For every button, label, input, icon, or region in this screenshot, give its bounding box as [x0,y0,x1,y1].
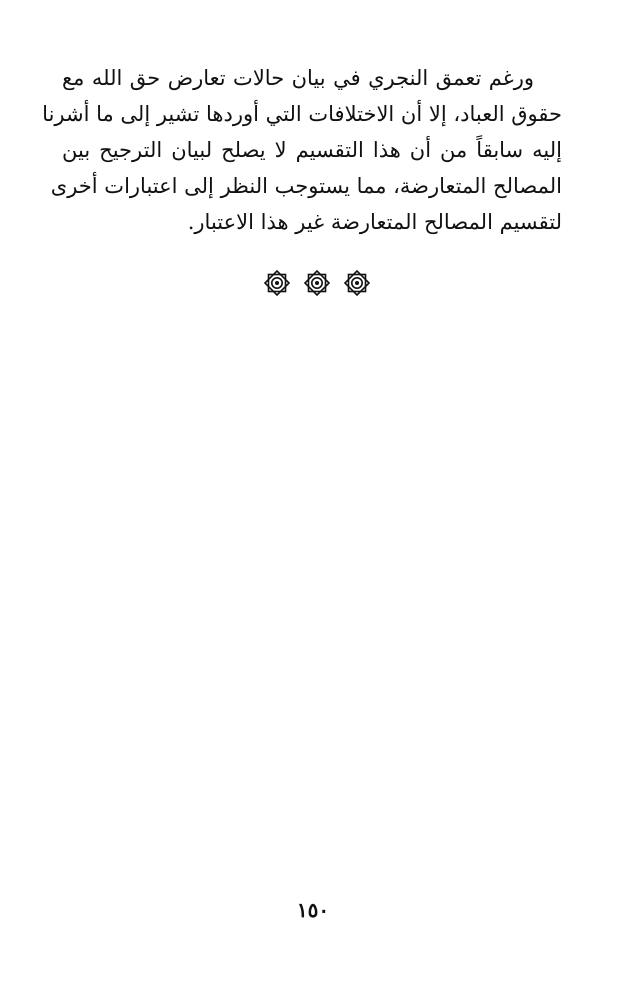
paragraph-line-3: إليه سابقاً من أن هذا التقسيم لا يصلح لبيان الترجيح بين [62,138,562,162]
paragraph-line-1: ورغم تعمق النجري في بيان حالات تعارض حق الله مع [62,66,534,90]
paragraph-line-2: حقوق العباد، إلا أن الاختلافات التي أوردها تشير إلى ما أشرنا [42,102,562,126]
star-flower-icon [342,268,372,298]
star-flower-icon [302,268,332,298]
paragraph [42,60,562,240]
paragraph-line-4: المصالح المتعارضة، مما يستوجب النظر إلى اعتبارات أخرى [50,174,562,198]
star-flower-icon [262,268,292,298]
paragraph-line-5: لتقسيم المصالح المتعارضة غير هذا الاعتبار. [187,210,562,234]
section-divider-ornaments [262,268,372,298]
page-number: ١٥٠ [296,898,330,922]
